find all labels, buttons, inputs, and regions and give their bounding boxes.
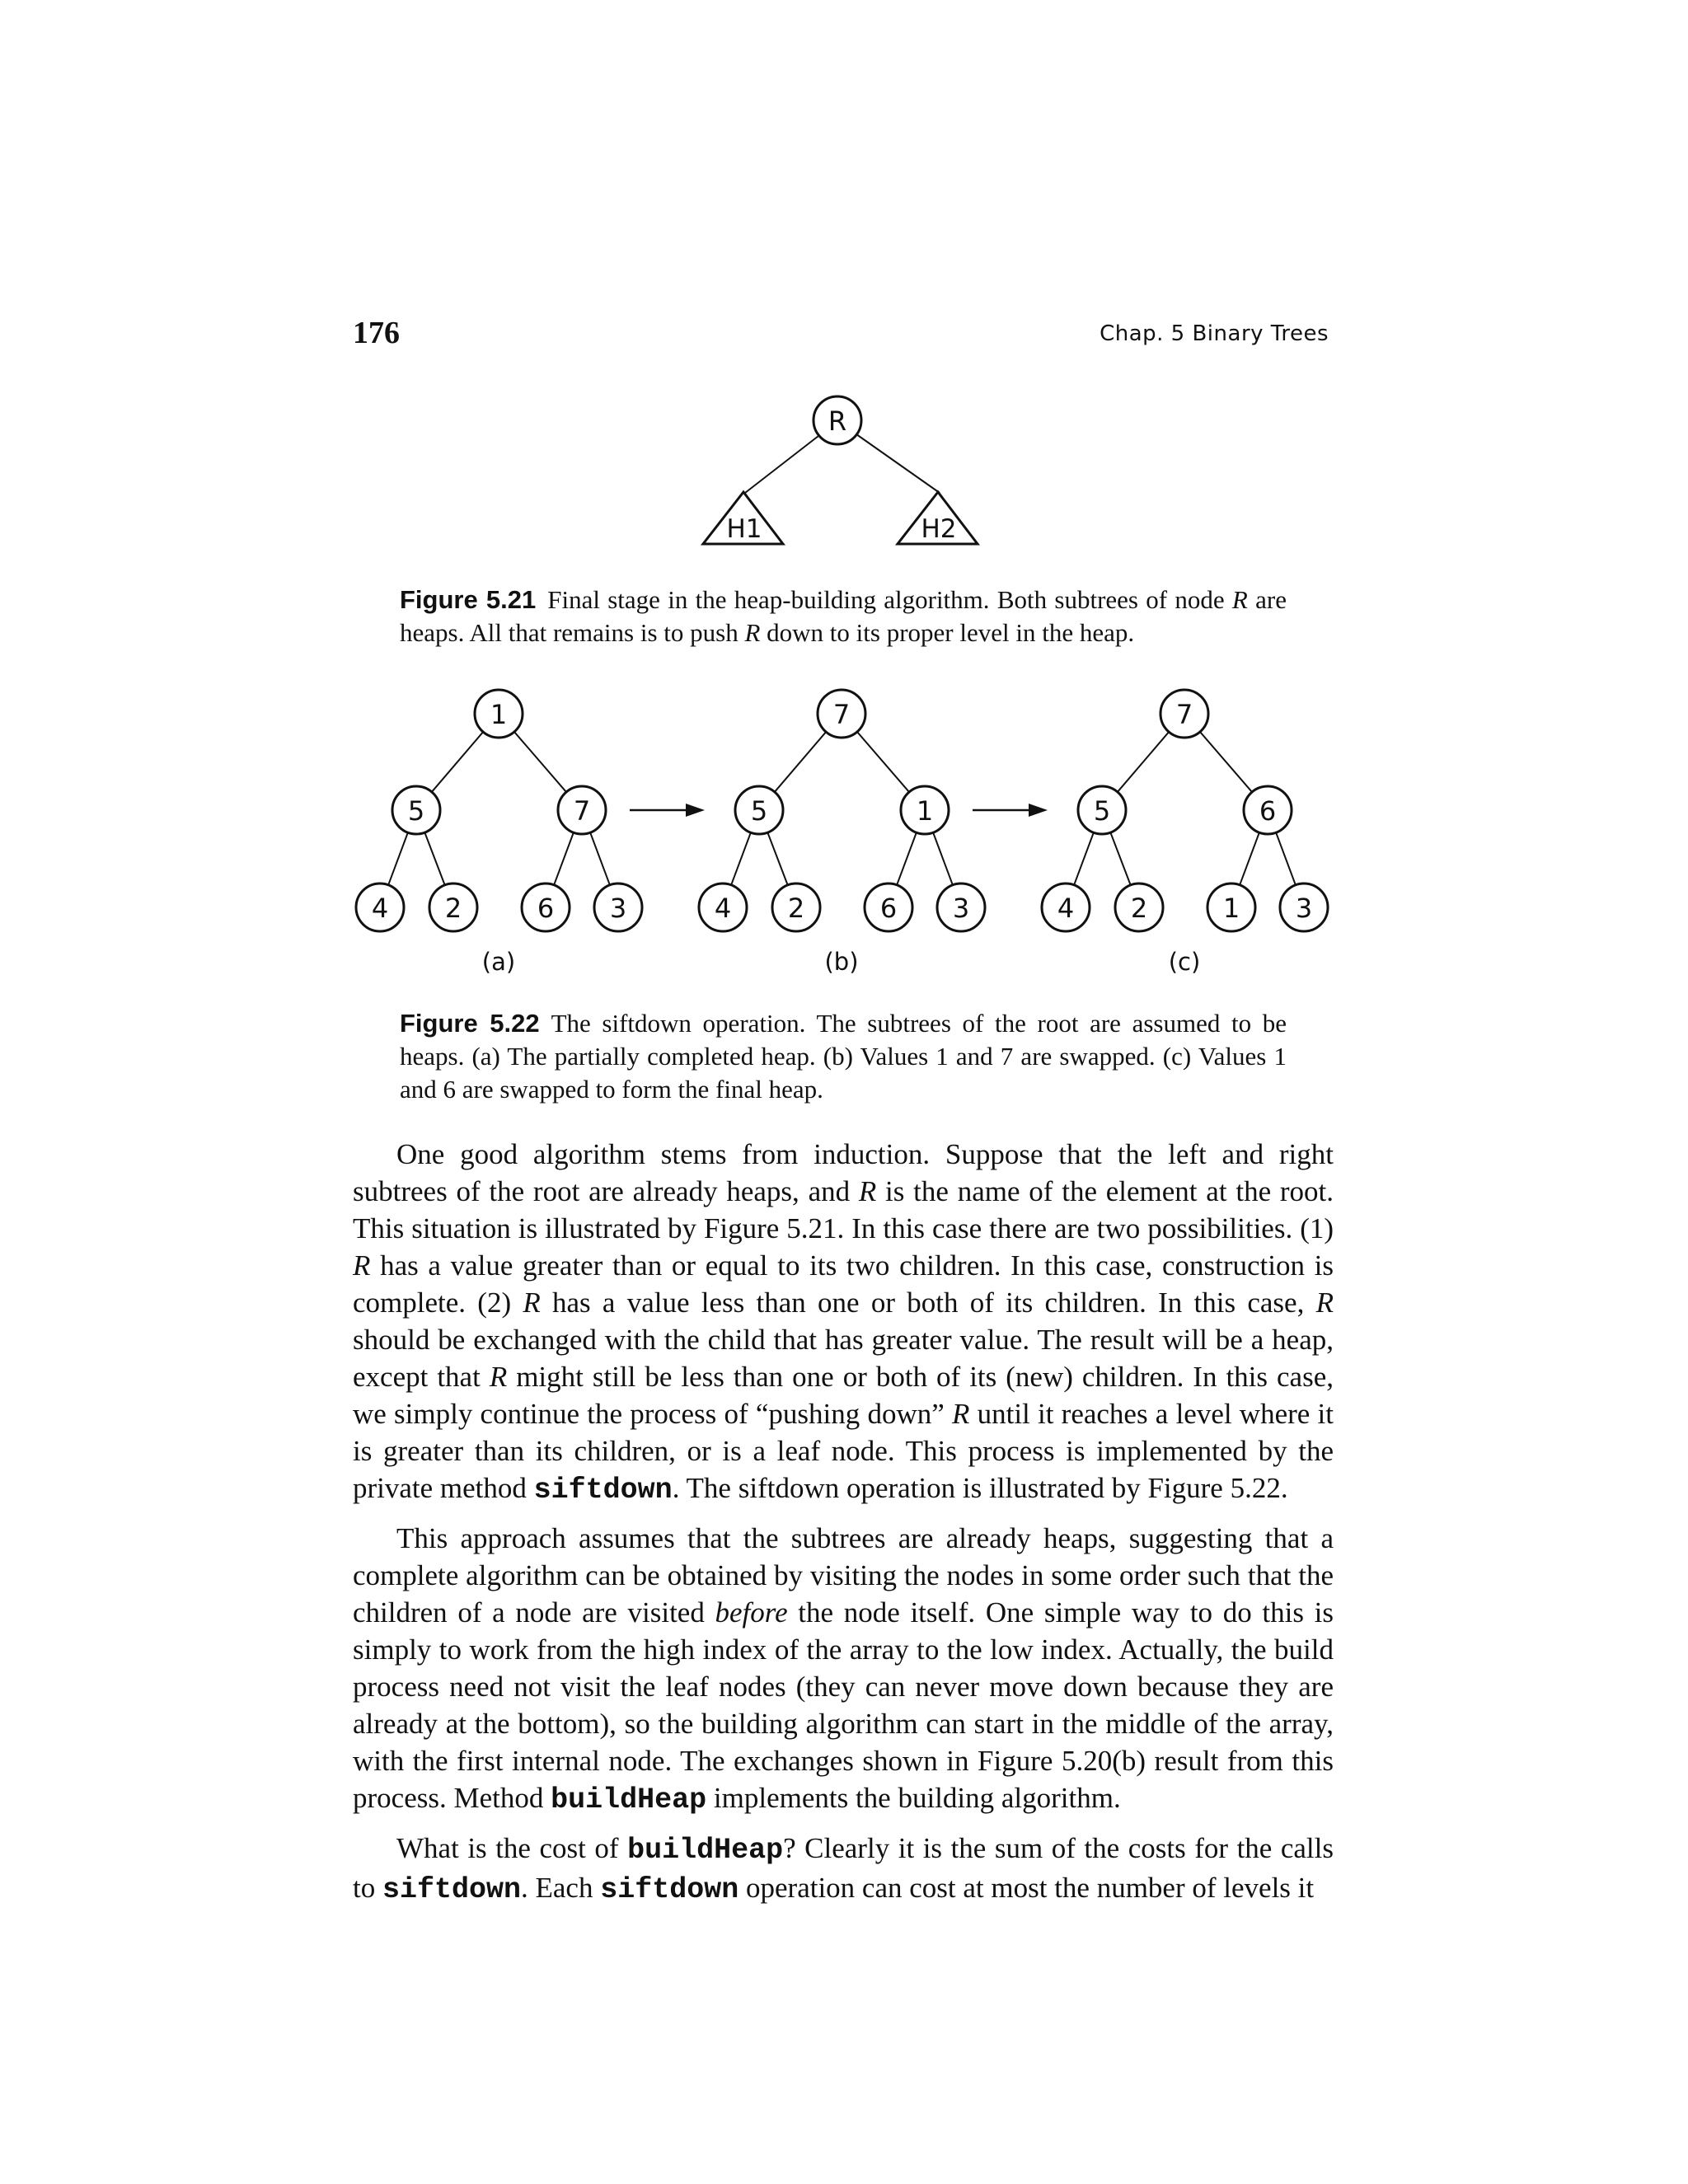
edge-root-h2 [851, 430, 940, 493]
subtree-h1-label: H1 [726, 514, 762, 544]
code-buildheap: buildHeap [551, 1783, 707, 1816]
figure-5-21 [0, 387, 1688, 552]
tree-edge [897, 832, 917, 885]
edge-root-h1 [745, 430, 826, 493]
heap-node-value: 5 [750, 795, 768, 827]
tree-edge [432, 732, 483, 792]
tree-edge [1200, 732, 1252, 792]
paragraph-3: What is the cost of buildHeap? Clearly it is the sum of the costs for the calls to siftdown. Each siftdown operation can cost at most the number of levels it [353, 1832, 1334, 1906]
heap-node-value: 3 [1295, 893, 1313, 924]
heap-node-value: 3 [609, 893, 627, 924]
code-buildheap: buildHeap [627, 1834, 784, 1867]
tree-edge [1240, 832, 1259, 885]
heap-node-value: 6 [537, 893, 555, 924]
tree-edge [554, 832, 574, 885]
tree-edge [767, 832, 787, 885]
heap-sublabel: (b) [824, 948, 859, 976]
heap-node-value: 7 [573, 795, 591, 827]
tree-edge [590, 832, 610, 885]
body-text [353, 1136, 1334, 1919]
code-siftdown: siftdown [600, 1873, 739, 1906]
paragraph-1: One good algorithm stems from induction. Suppose that the left and right subtrees of the root are already heaps, and R is the name of the element at the root. This situation is illustrated by Figure 5.21. In this case there are two possibilities. (1) R has a value greater than or equal to its two children. In this case, construction is complete. (2) R has a value less than one or both of its children. In this case, R should be exchanged with the child that has greater value. The result will be a heap, except that R might still be less than one or both of its (new) children. In this case, we simply continue the process of “pushing down” R until it reaches a level where it is greater than its children, or is a leaf node. This process is implemented by the private method siftdown. The siftdown operation is illustrated by Figure 5.22. [353, 1138, 1334, 1507]
heap-node-value: 5 [1093, 795, 1111, 827]
tree-edge [1276, 832, 1296, 885]
heap-node-value: 7 [1175, 699, 1193, 730]
heap-node-value: 4 [1057, 893, 1075, 924]
figure-label: Figure 5.21 [400, 585, 537, 614]
figure-label: Figure 5.22 [400, 1009, 540, 1038]
heap-node-value: 7 [832, 699, 851, 730]
heap-sublabel: (c) [1168, 948, 1201, 976]
figure-5-22 [0, 676, 1688, 989]
tree-edge [933, 832, 953, 885]
figure-5-21-caption: Figure 5.21 Final stage in the heap-building algorithm. Both subtrees of node R are heaps. All that remains is to push R down to its proper level in the heap. [400, 585, 1287, 647]
heap-node-value: 1 [490, 699, 508, 730]
arrow-a-to-b-head [686, 804, 705, 817]
running-head: Chap. 5 Binary Trees [1100, 321, 1329, 346]
heap-b [699, 690, 985, 976]
heap-node-value: 1 [916, 795, 934, 827]
heap-node-value: 5 [407, 795, 425, 827]
tree-edge [424, 832, 444, 885]
heap-node-value: 2 [787, 893, 805, 924]
heap-node-value: 4 [714, 893, 732, 924]
tree-edge [1074, 832, 1094, 885]
heap-sublabel: (a) [481, 948, 516, 976]
code-siftdown: siftdown [533, 1474, 673, 1507]
heap-c [1042, 690, 1328, 976]
heap-a [356, 690, 642, 976]
tree-edge [775, 732, 826, 792]
root-node-label: R [828, 405, 847, 437]
tree-edge [514, 732, 566, 792]
tree-edge [1118, 732, 1169, 792]
heap-node-value: 3 [952, 893, 970, 924]
code-siftdown: siftdown [382, 1873, 522, 1906]
arrow-b-to-c-head [1029, 804, 1048, 817]
heap-node-value: 6 [879, 893, 898, 924]
heap-node-value: 4 [371, 893, 389, 924]
heap-node-value: 2 [444, 893, 462, 924]
figure-5-22-caption: Figure 5.22 The siftdown operation. The subtrees of the root are assumed to be heaps. (a) The partially completed heap. (b) Values 1 and 7 are swapped. (c) Values 1 and 6 are swapped to form the final heap. [400, 1009, 1287, 1104]
page-number: 176 [353, 316, 400, 350]
tree-edge [857, 732, 909, 792]
tree-edge [388, 832, 408, 885]
heap-node-value: 6 [1259, 795, 1277, 827]
heap-node-value: 2 [1130, 893, 1148, 924]
subtree-h2-label: H2 [921, 514, 957, 544]
tree-edge [731, 832, 751, 885]
heap-node-value: 1 [1222, 893, 1240, 924]
tree-edge [1110, 832, 1130, 885]
paragraph-2: This approach assumes that the subtrees are already heaps, suggesting that a complete algorithm can be obtained by visiting the nodes in some order such that the children of a node are visited before the node itself. One simple way to do this is simply to work from the high index of the array to the low index. Actually, the build process need not visit the leaf nodes (they can never move down because they are already at the bottom), so the building algorithm can start in the middle of the array, with the first internal node. The exchanges shown in Figure 5.20(b) result from this process. Method buildHeap implements the building algorithm. [353, 1522, 1334, 1816]
